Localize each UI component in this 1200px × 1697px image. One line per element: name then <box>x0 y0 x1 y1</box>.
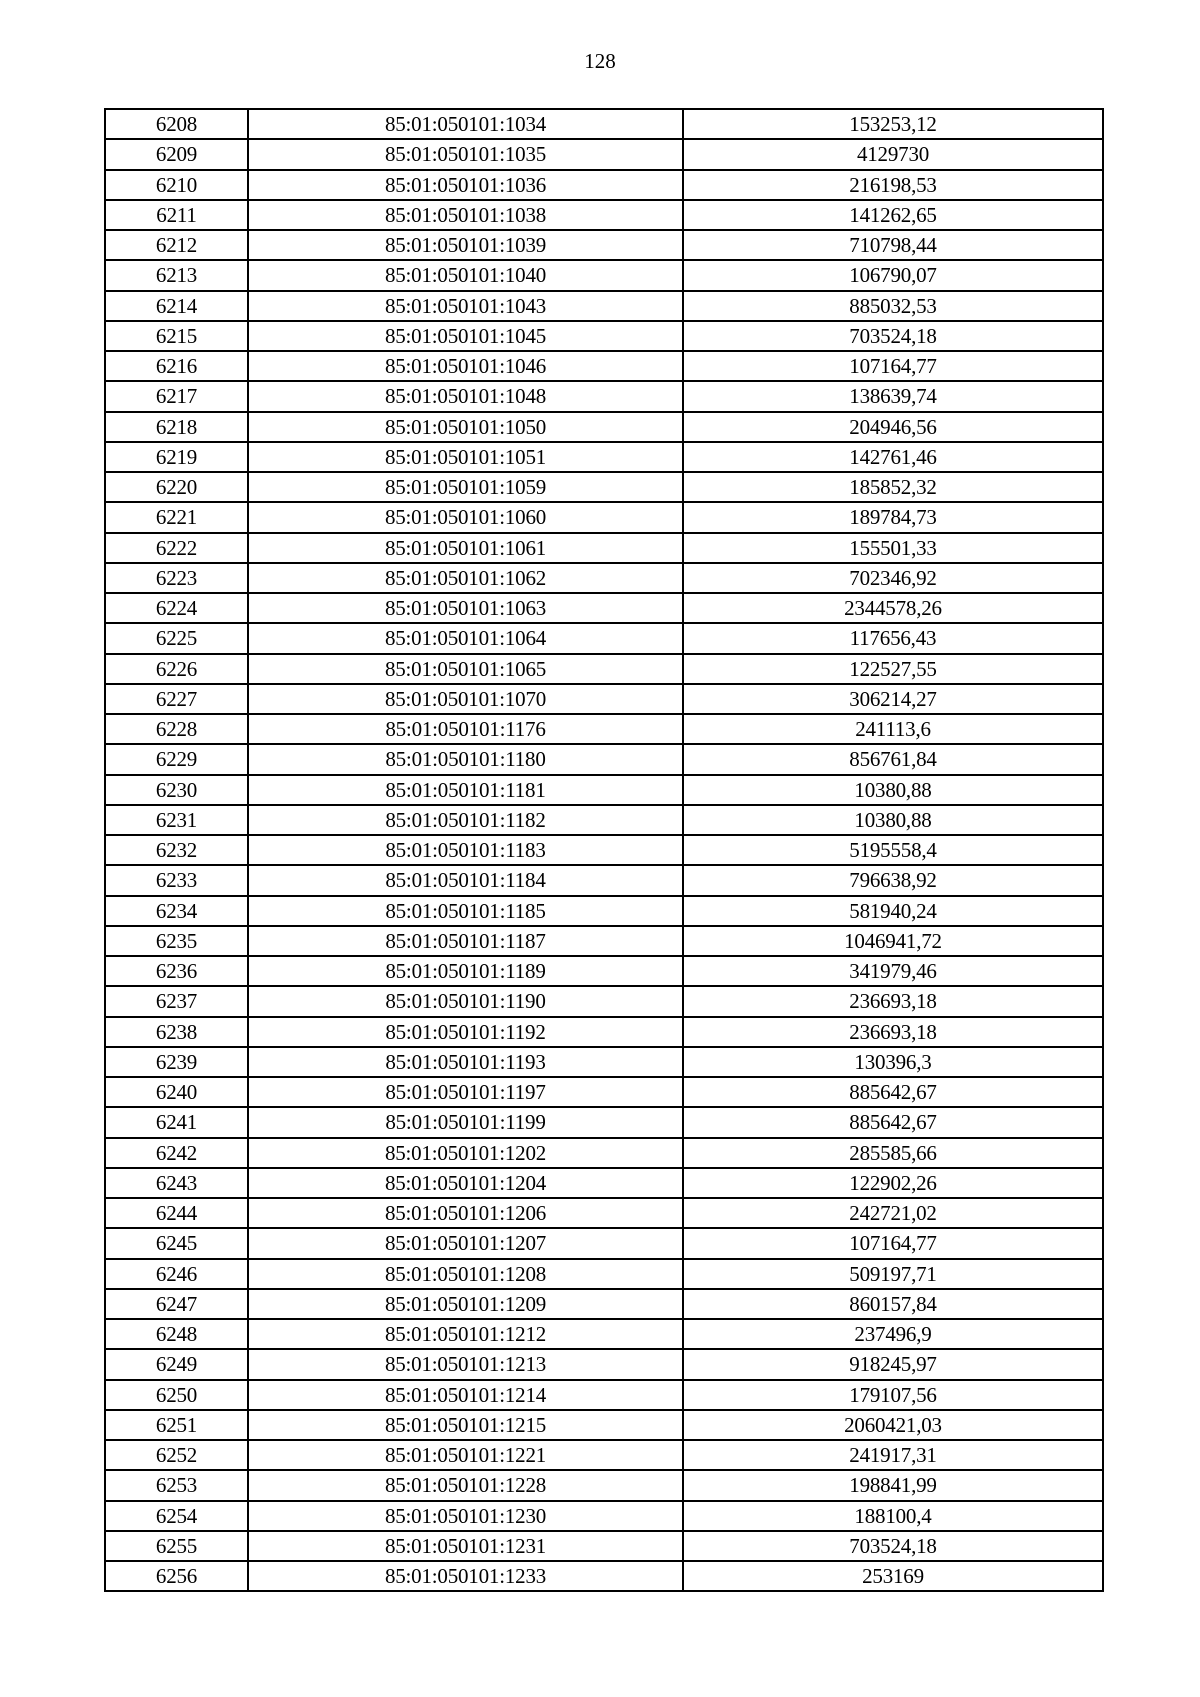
row-number-cell: 6250 <box>105 1380 248 1410</box>
row-number-cell: 6213 <box>105 260 248 290</box>
table-row <box>105 926 1103 956</box>
table-row <box>105 1349 1103 1379</box>
cadastral-number-cell: 85:01:050101:1221 <box>248 1440 683 1470</box>
value-cell: 216198,53 <box>683 170 1103 200</box>
cadastral-number-cell: 85:01:050101:1045 <box>248 321 683 351</box>
table-row <box>105 956 1103 986</box>
value-cell: 10380,88 <box>683 805 1103 835</box>
table-row <box>105 1047 1103 1077</box>
row-number-cell: 6245 <box>105 1228 248 1258</box>
table-row <box>105 593 1103 623</box>
row-number-cell: 6238 <box>105 1017 248 1047</box>
table-row <box>105 1561 1103 1591</box>
table-row <box>105 986 1103 1016</box>
value-cell: 155501,33 <box>683 533 1103 563</box>
table-row <box>105 1319 1103 1349</box>
row-number-cell: 6226 <box>105 654 248 684</box>
cadastral-number-cell: 85:01:050101:1215 <box>248 1410 683 1440</box>
table-row <box>105 1138 1103 1168</box>
row-number-cell: 6222 <box>105 533 248 563</box>
table-row <box>105 442 1103 472</box>
table-row <box>105 896 1103 926</box>
table-row <box>105 1380 1103 1410</box>
value-cell: 237496,9 <box>683 1319 1103 1349</box>
cadastral-number-cell: 85:01:050101:1193 <box>248 1047 683 1077</box>
value-cell: 253169 <box>683 1561 1103 1591</box>
row-number-cell: 6210 <box>105 170 248 200</box>
row-number-cell: 6221 <box>105 502 248 532</box>
row-number-cell: 6229 <box>105 744 248 774</box>
cadastral-number-cell: 85:01:050101:1180 <box>248 744 683 774</box>
value-cell: 856761,84 <box>683 744 1103 774</box>
row-number-cell: 6239 <box>105 1047 248 1077</box>
value-cell: 710798,44 <box>683 230 1103 260</box>
cadastral-number-cell: 85:01:050101:1207 <box>248 1228 683 1258</box>
value-cell: 509197,71 <box>683 1259 1103 1289</box>
cadastral-number-cell: 85:01:050101:1204 <box>248 1168 683 1198</box>
table-row <box>105 321 1103 351</box>
table-row <box>105 291 1103 321</box>
table-row <box>105 1501 1103 1531</box>
table-row <box>105 835 1103 865</box>
row-number-cell: 6212 <box>105 230 248 260</box>
value-cell: 122902,26 <box>683 1168 1103 1198</box>
cadastral-number-cell: 85:01:050101:1065 <box>248 654 683 684</box>
value-cell: 341979,46 <box>683 956 1103 986</box>
cadastral-number-cell: 85:01:050101:1206 <box>248 1198 683 1228</box>
cadastral-number-cell: 85:01:050101:1034 <box>248 109 683 139</box>
value-cell: 885642,67 <box>683 1107 1103 1137</box>
row-number-cell: 6227 <box>105 684 248 714</box>
row-number-cell: 6218 <box>105 412 248 442</box>
value-cell: 2344578,26 <box>683 593 1103 623</box>
row-number-cell: 6234 <box>105 896 248 926</box>
value-cell: 198841,99 <box>683 1470 1103 1500</box>
cadastral-number-cell: 85:01:050101:1197 <box>248 1077 683 1107</box>
cadastral-number-cell: 85:01:050101:1048 <box>248 381 683 411</box>
cadastral-number-cell: 85:01:050101:1035 <box>248 139 683 169</box>
cadastral-number-cell: 85:01:050101:1040 <box>248 260 683 290</box>
row-number-cell: 6214 <box>105 291 248 321</box>
table-row <box>105 744 1103 774</box>
cadastral-number-cell: 85:01:050101:1212 <box>248 1319 683 1349</box>
value-cell: 141262,65 <box>683 200 1103 230</box>
table-row <box>105 170 1103 200</box>
value-cell: 241917,31 <box>683 1440 1103 1470</box>
table-body <box>105 109 1103 1591</box>
row-number-cell: 6208 <box>105 109 248 139</box>
table-row <box>105 260 1103 290</box>
table-row <box>105 1470 1103 1500</box>
table-row <box>105 1289 1103 1319</box>
value-cell: 885642,67 <box>683 1077 1103 1107</box>
cadastral-number-cell: 85:01:050101:1199 <box>248 1107 683 1137</box>
value-cell: 107164,77 <box>683 351 1103 381</box>
row-number-cell: 6249 <box>105 1349 248 1379</box>
value-cell: 189784,73 <box>683 502 1103 532</box>
table-row <box>105 1198 1103 1228</box>
row-number-cell: 6230 <box>105 775 248 805</box>
cadastral-number-cell: 85:01:050101:1036 <box>248 170 683 200</box>
table-row <box>105 1440 1103 1470</box>
cadastral-number-cell: 85:01:050101:1184 <box>248 865 683 895</box>
table-row <box>105 623 1103 653</box>
cadastral-number-cell: 85:01:050101:1063 <box>248 593 683 623</box>
cadastral-number-cell: 85:01:050101:1060 <box>248 502 683 532</box>
row-number-cell: 6246 <box>105 1259 248 1289</box>
row-number-cell: 6251 <box>105 1410 248 1440</box>
value-cell: 179107,56 <box>683 1380 1103 1410</box>
value-cell: 2060421,03 <box>683 1410 1103 1440</box>
cadastral-number-cell: 85:01:050101:1208 <box>248 1259 683 1289</box>
row-number-cell: 6254 <box>105 1501 248 1531</box>
row-number-cell: 6240 <box>105 1077 248 1107</box>
cadastral-number-cell: 85:01:050101:1038 <box>248 200 683 230</box>
cadastral-number-cell: 85:01:050101:1233 <box>248 1561 683 1591</box>
value-cell: 10380,88 <box>683 775 1103 805</box>
table-row <box>105 472 1103 502</box>
value-cell: 138639,74 <box>683 381 1103 411</box>
value-cell: 185852,32 <box>683 472 1103 502</box>
cadastral-number-cell: 85:01:050101:1059 <box>248 472 683 502</box>
value-cell: 153253,12 <box>683 109 1103 139</box>
cadastral-number-cell: 85:01:050101:1187 <box>248 926 683 956</box>
cadastral-number-cell: 85:01:050101:1064 <box>248 623 683 653</box>
row-number-cell: 6224 <box>105 593 248 623</box>
row-number-cell: 6244 <box>105 1198 248 1228</box>
value-cell: 236693,18 <box>683 986 1103 1016</box>
table-row <box>105 865 1103 895</box>
cadastral-number-cell: 85:01:050101:1228 <box>248 1470 683 1500</box>
row-number-cell: 6217 <box>105 381 248 411</box>
row-number-cell: 6243 <box>105 1168 248 1198</box>
page-number: 128 <box>584 49 616 73</box>
table-row <box>105 654 1103 684</box>
cadastral-number-cell: 85:01:050101:1190 <box>248 986 683 1016</box>
value-cell: 241113,6 <box>683 714 1103 744</box>
row-number-cell: 6220 <box>105 472 248 502</box>
value-cell: 188100,4 <box>683 1501 1103 1531</box>
cadastral-number-cell: 85:01:050101:1046 <box>248 351 683 381</box>
row-number-cell: 6219 <box>105 442 248 472</box>
value-cell: 5195558,4 <box>683 835 1103 865</box>
cadastral-number-cell: 85:01:050101:1182 <box>248 805 683 835</box>
table-row <box>105 1168 1103 1198</box>
row-number-cell: 6236 <box>105 956 248 986</box>
cadastral-number-cell: 85:01:050101:1043 <box>248 291 683 321</box>
value-cell: 285585,66 <box>683 1138 1103 1168</box>
value-cell: 702346,92 <box>683 563 1103 593</box>
value-cell: 117656,43 <box>683 623 1103 653</box>
cadastral-number-cell: 85:01:050101:1231 <box>248 1531 683 1561</box>
cadastral-number-cell: 85:01:050101:1202 <box>248 1138 683 1168</box>
table-row <box>105 381 1103 411</box>
value-cell: 796638,92 <box>683 865 1103 895</box>
table-row <box>105 1259 1103 1289</box>
cadastral-number-cell: 85:01:050101:1050 <box>248 412 683 442</box>
table-row <box>105 109 1103 139</box>
value-cell: 142761,46 <box>683 442 1103 472</box>
row-number-cell: 6248 <box>105 1319 248 1349</box>
row-number-cell: 6253 <box>105 1470 248 1500</box>
row-number-cell: 6255 <box>105 1531 248 1561</box>
value-cell: 4129730 <box>683 139 1103 169</box>
table-row <box>105 563 1103 593</box>
cadastral-number-cell: 85:01:050101:1039 <box>248 230 683 260</box>
value-cell: 242721,02 <box>683 1198 1103 1228</box>
value-cell: 306214,27 <box>683 684 1103 714</box>
value-cell: 581940,24 <box>683 896 1103 926</box>
cadastral-number-cell: 85:01:050101:1192 <box>248 1017 683 1047</box>
row-number-cell: 6241 <box>105 1107 248 1137</box>
cadastral-number-cell: 85:01:050101:1230 <box>248 1501 683 1531</box>
row-number-cell: 6252 <box>105 1440 248 1470</box>
value-cell: 236693,18 <box>683 1017 1103 1047</box>
table-row <box>105 805 1103 835</box>
row-number-cell: 6232 <box>105 835 248 865</box>
table-row <box>105 1531 1103 1561</box>
row-number-cell: 6233 <box>105 865 248 895</box>
table-row <box>105 1228 1103 1258</box>
value-cell: 130396,3 <box>683 1047 1103 1077</box>
row-number-cell: 6209 <box>105 139 248 169</box>
row-number-cell: 6228 <box>105 714 248 744</box>
table-row <box>105 533 1103 563</box>
row-number-cell: 6215 <box>105 321 248 351</box>
table-row <box>105 412 1103 442</box>
table-row <box>105 351 1103 381</box>
value-cell: 703524,18 <box>683 1531 1103 1561</box>
value-cell: 106790,07 <box>683 260 1103 290</box>
table-row <box>105 714 1103 744</box>
cadastral-number-cell: 85:01:050101:1062 <box>248 563 683 593</box>
cadastral-number-cell: 85:01:050101:1176 <box>248 714 683 744</box>
row-number-cell: 6237 <box>105 986 248 1016</box>
value-cell: 703524,18 <box>683 321 1103 351</box>
cadastral-number-cell: 85:01:050101:1185 <box>248 896 683 926</box>
cadastral-number-cell: 85:01:050101:1051 <box>248 442 683 472</box>
cadastral-number-cell: 85:01:050101:1061 <box>248 533 683 563</box>
table-row <box>105 1077 1103 1107</box>
table-row <box>105 1017 1103 1047</box>
cadastral-number-cell: 85:01:050101:1070 <box>248 684 683 714</box>
cadastral-number-cell: 85:01:050101:1189 <box>248 956 683 986</box>
row-number-cell: 6231 <box>105 805 248 835</box>
value-cell: 860157,84 <box>683 1289 1103 1319</box>
row-number-cell: 6256 <box>105 1561 248 1591</box>
table-row <box>105 684 1103 714</box>
row-number-cell: 6242 <box>105 1138 248 1168</box>
value-cell: 204946,56 <box>683 412 1103 442</box>
row-number-cell: 6235 <box>105 926 248 956</box>
value-cell: 885032,53 <box>683 291 1103 321</box>
row-number-cell: 6247 <box>105 1289 248 1319</box>
table-row <box>105 200 1103 230</box>
row-number-cell: 6211 <box>105 200 248 230</box>
cadastral-number-cell: 85:01:050101:1209 <box>248 1289 683 1319</box>
table-row <box>105 775 1103 805</box>
row-number-cell: 6223 <box>105 563 248 593</box>
table-row <box>105 1410 1103 1440</box>
value-cell: 1046941,72 <box>683 926 1103 956</box>
table-row <box>105 502 1103 532</box>
cadastral-number-cell: 85:01:050101:1181 <box>248 775 683 805</box>
table-row <box>105 139 1103 169</box>
value-cell: 122527,55 <box>683 654 1103 684</box>
row-number-cell: 6216 <box>105 351 248 381</box>
cadastral-number-cell: 85:01:050101:1183 <box>248 835 683 865</box>
value-cell: 107164,77 <box>683 1228 1103 1258</box>
table-row <box>105 230 1103 260</box>
value-cell: 918245,97 <box>683 1349 1103 1379</box>
cadastral-value-table <box>104 108 1104 1592</box>
table-row <box>105 1107 1103 1137</box>
cadastral-number-cell: 85:01:050101:1214 <box>248 1380 683 1410</box>
row-number-cell: 6225 <box>105 623 248 653</box>
cadastral-number-cell: 85:01:050101:1213 <box>248 1349 683 1379</box>
